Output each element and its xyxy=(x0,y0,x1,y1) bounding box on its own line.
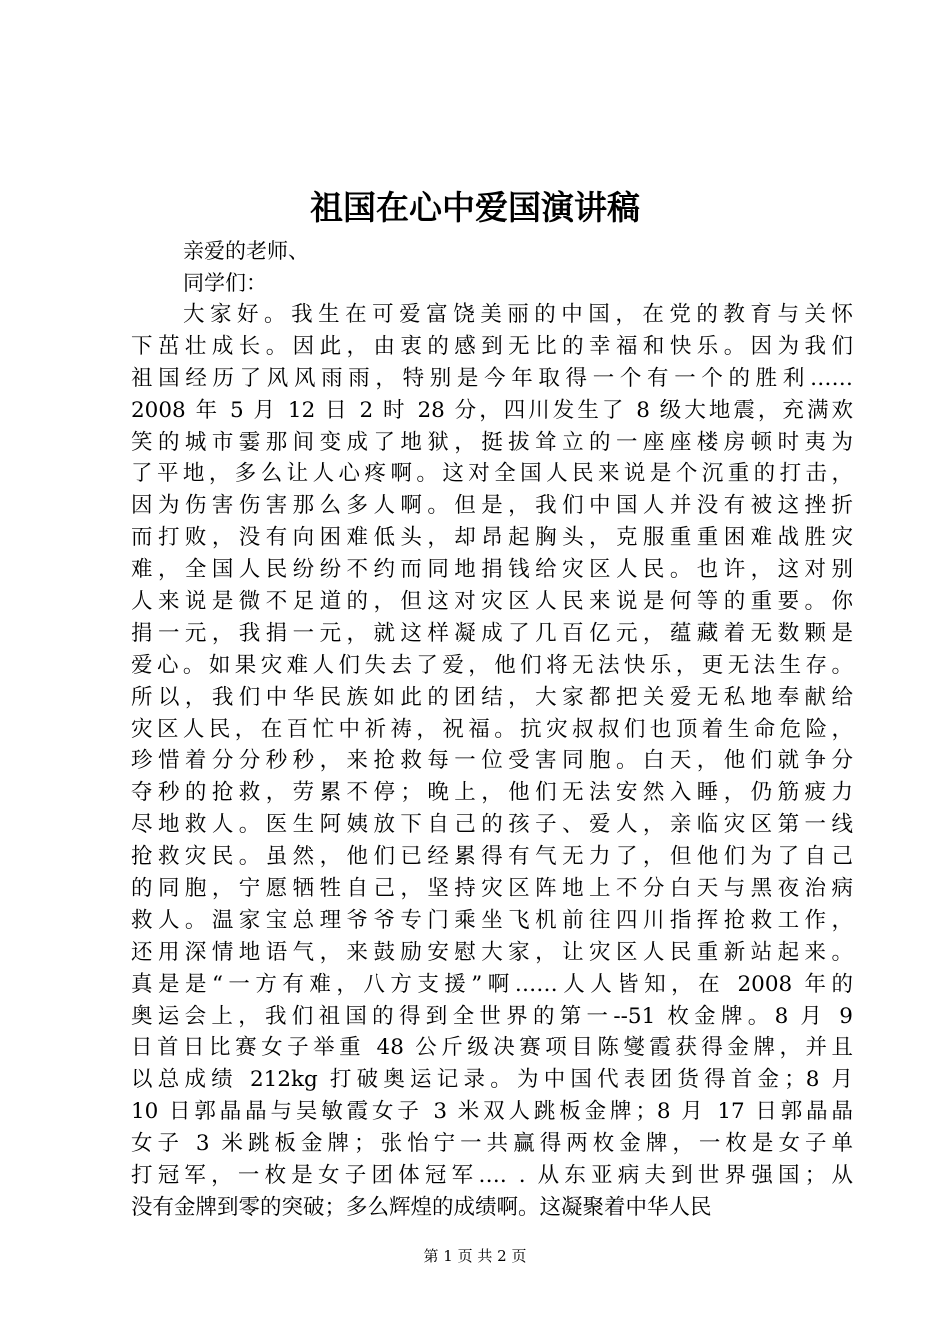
speech-body xyxy=(131,299,853,1224)
body-line: 的同胞，宁愿牺牲自己，坚持灾区阵地上不分白天与黑夜治病 xyxy=(131,876,853,902)
body-line: 抢救灾民。虽然，他们已经累得有气无力了，但他们为了自己 xyxy=(131,844,853,870)
body-line: 没有金牌到零的突破；多么辉煌的成绩啊。这凝聚着中华人民 xyxy=(131,1194,712,1220)
body-line: 灾区人民，在百忙中祈祷，祝福。抗灾叔叔们也顶着生命危险， xyxy=(131,716,853,742)
body-line: 女子 3 米跳板金牌；张怡宁一共赢得两枚金牌，一枚是女子单 xyxy=(131,1131,853,1157)
body-line: 打冠军，一枚是女子团体冠军…. . 从东亚病夫到世界强国；从 xyxy=(131,1163,853,1189)
body-line: 所以，我们中华民族如此的团结，大家都把关爱无私地奉献给 xyxy=(131,684,853,710)
body-line: 了平地，多么让人心疼啊。这对全国人民来说是个沉重的打击， xyxy=(131,461,853,487)
body-line: 10 日郭晶晶与吴敏霞女子 3 米双人跳板金牌；8 月 17 日郭晶晶 xyxy=(131,1099,853,1125)
body-line: 奥运会上，我们祖国的得到全世界的第一--51 枚金牌。8 月 9 xyxy=(131,1003,853,1029)
page-title: 祖国在心中爱国演讲稿 xyxy=(310,188,640,227)
body-line: 还用深情地语气，来鼓励安慰大家，让灾区人民重新站起来。 xyxy=(131,939,853,965)
body-line: 而打败，没有向困难低头，却昂起胸头，克服重重困难战胜灾 xyxy=(131,525,853,551)
page-footer: 第 1 页 共 2 页 xyxy=(423,1247,527,1265)
body-line: 人来说是微不足道的，但这对灾区人民来说是何等的重要。你 xyxy=(131,589,853,615)
body-line: 夺秒的抢救，劳累不停；晚上，他们无法安然入睡，仍筋疲力 xyxy=(131,780,853,806)
body-line: 以总成绩 212kg 打破奥运记录。为中国代表团货得首金；8 月 xyxy=(131,1067,853,1093)
body-line: 2008 年 5 月 12 日 2 时 28 分，四川发生了 8 级大地震，充满欢 xyxy=(131,397,853,423)
body-line: 日首日比赛女子举重 48 公斤级决赛项目陈燮霞获得金牌，并且 xyxy=(131,1035,853,1061)
body-line: 珍惜着分分秒秒，来抢救每一位受害同胞。白天，他们就争分 xyxy=(131,748,853,774)
greeting-line-students: 同学们： xyxy=(183,271,267,295)
body-line: 捐一元，我捐一元，就这样凝成了几百亿元，蕴藏着无数颗是 xyxy=(131,620,853,646)
body-line: 难，全国人民纷纷不约而同地捐钱给灾区人民。也许，这对别 xyxy=(131,557,853,583)
body-line: 尽地救人。医生阿姨放下自己的孩子、爱人，亲临灾区第一线 xyxy=(131,812,853,838)
greeting-line-teachers: 亲爱的老师、 xyxy=(183,239,309,263)
body-line: 真是是“一方有难，八方支援”啊……人人皆知，在 2008 年的 xyxy=(131,971,853,997)
body-line: 祖国经历了风风雨雨，特别是今年取得一个有一个的胜利…… xyxy=(131,365,853,391)
body-line: 下茁壮成长。因此，由衷的感到无比的幸福和快乐。因为我们 xyxy=(131,333,853,359)
body-line: 大家好。我生在可爱富饶美丽的中国，在党的教育与关怀 xyxy=(183,302,853,327)
body-line: 笑的城市霎那间变成了地狱，挺拔耸立的一座座楼房顿时夷为 xyxy=(131,429,853,455)
body-line: 救人。温家宝总理爷爷专门乘坐飞机前往四川指挥抢救工作， xyxy=(131,907,853,933)
body-line: 爱心。如果灾难人们失去了爱，他们将无法快乐，更无法生存。 xyxy=(131,652,853,678)
body-line: 因为伤害伤害那么多人啊。但是，我们中国人并没有被这挫折 xyxy=(131,493,853,519)
